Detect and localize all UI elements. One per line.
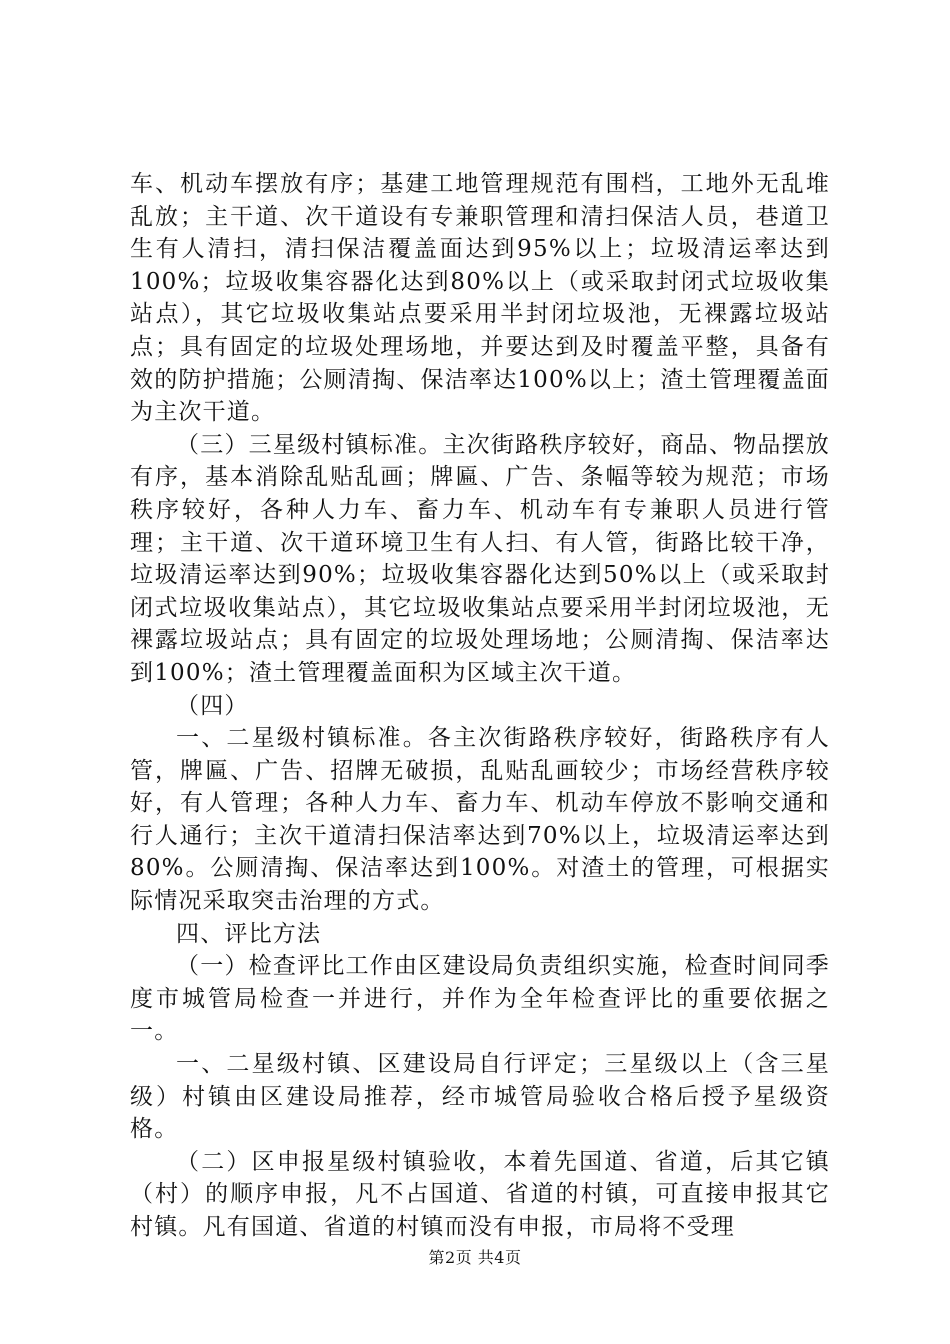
paragraph-7: 一、二星级村镇、区建设局自行评定；三星级以上（含三星级）村镇由区建设局推荐，经市城管局验收合格后授予星级资格。 [130,1051,830,1143]
paragraph-6: （一）检查评比工作由区建设局负责组织实施，检查时间同季度市城管局检查一并进行，并作为全年检查评比的重要依据之一。 [130,953,830,1045]
document-body [130,168,830,1244]
page-number-footer: 第2页 共4页 [428,1248,522,1267]
paragraph-8: （二）区申报星级村镇验收，本着先国道、省道，后其它镇（村）的顺序申报，凡不占国道、省道的村镇，可直接申报其它村镇。凡有国道、省道的村镇而没有申报，市局将不受理 [130,1148,830,1240]
section-heading-evaluation-method: 四、评比方法 [176,920,322,947]
paragraph-4: 一、二星级村镇标准。各主次街路秩序较好，街路秩序有人管，牌匾、广告、招牌无破损，乱贴乱画较少；市场经营秩序较好，有人管理；各种人力车、畜力车、机动车停放不影响交通和行人通行；主次干道清扫保洁率达到70%以上，垃圾清运率达到80%。公厕清掏、保洁率达到100%。对渣土的管理，可根据实际情况采取突击治理的方式。 [130,725,830,915]
paragraph-2: （三）三星级村镇标准。主次街路秩序较好，商品、物品摆放有序，基本消除乱贴乱画；牌匾、广告、条幅等较为规范；市场秩序较好，各种人力车、畜力车、机动车有专兼职人员进行管理；主干道、次干道环境卫生有人扫、有人管，街路比较干净，垃圾清运率达到90%；垃圾收集容器化达到50%以上（或采取封闭式垃圾收集站点），其它垃圾收集站点要采用半封闭垃圾池，无裸露垃圾站点；具有固定的垃圾处理场地；公厕清掏、保洁率达到100%；渣土管理覆盖面积为区域主次干道。 [130,431,830,686]
paragraph-1: 车、机动车摆放有序；基建工地管理规范有围档，工地外无乱堆乱放；主干道、次干道设有专兼职管理和清扫保洁人员，巷道卫生有人清扫，清扫保洁覆盖面达到95%以上；垃圾清运率达到100%；垃圾收集容器化达到80%以上（或采取封闭式垃圾收集站点），其它垃圾收集站点要采用半封闭垃圾池，无裸露垃圾站点；具有固定的垃圾处理场地，并要达到及时覆盖平整，具备有效的防护措施；公厕清掏、保洁率达100%以上；渣土管理覆盖面为主次干道。 [130,171,830,426]
paragraph-3: （四） [176,692,249,719]
